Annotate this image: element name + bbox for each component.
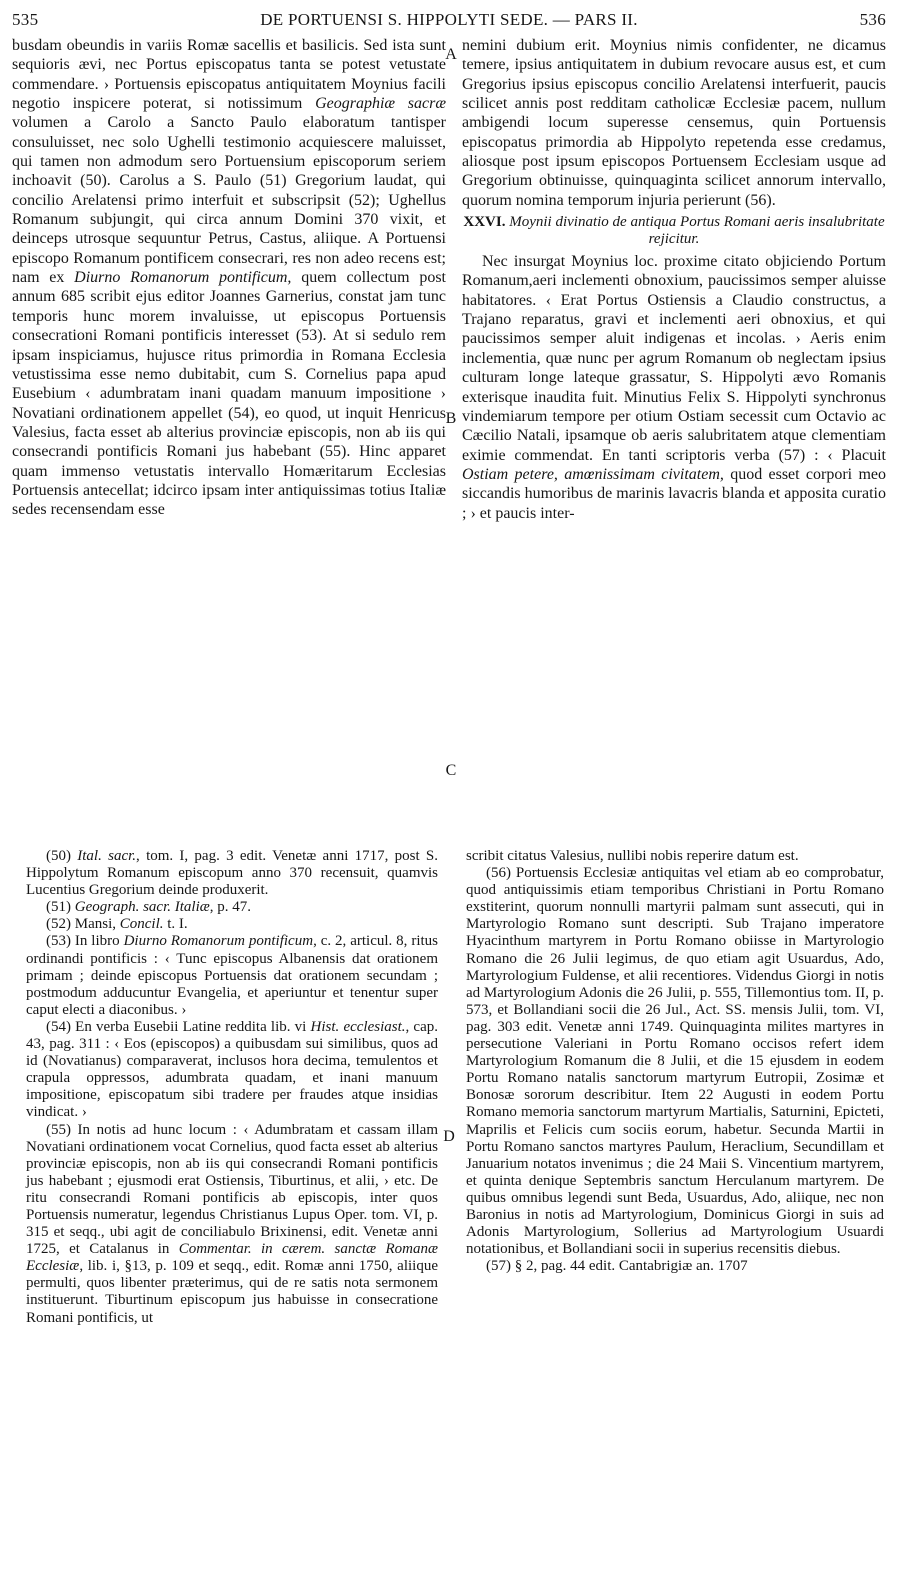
margin-letter-b: B (445, 410, 457, 427)
footnotes-left (26, 848, 438, 1327)
body-italic: Ostiam petere, amœnissimam civitatem, (462, 465, 724, 483)
section-number: XXVI. (463, 214, 506, 231)
footnote-50: (50) Ital. sacr., tom. I, pag. 3 edit. Venetæ anni 1717, post S. Hippolytum Romanum episcopum anno 370 recensuit, quamvis Lucentius Gregorium deinde produxerit. (26, 848, 439, 899)
footnote-52: (52) Mansi, Concil. t. I. (46, 916, 188, 933)
margin-letter-c: C (445, 762, 457, 779)
section-heading (462, 214, 886, 248)
footnote-56: (56) Portuensis Ecclesiæ antiquitas vel etiam ab eo comprobatur, quod antiquissimis etiam temporibus Christiani in Portu Romano exstiterint, quorum nonnulli martyrii palmam sunt assecuti, qui in Martyrologio Romano sunt descripti. Sub Trajano imperatore Hyacinthum martyrem in Portu Romano obiisse in Martyrologio Romano die 26 Julii legimus, de quo etiam agit Usuardus, Ado, Martyrologium Fuldense, et alii recentiores. Videndus Giorgi in notis ad Martyrologium Adonis die 26 Julii, p. 555, Tillemontius tom. II, p. 573, et Bollandiani socii die 26 Jul., Act. SS. mensis Julii, tom. VI, pag. 303 edit. Venetæ anni 1749. Quinquaginta milites martyres in persecutione Valeriani in Portu Romano occisos refert idem Martyrologium Romanum die 8 Julii, et die 15 ejusdem in eodem Portu Romano natalis sanctorum martyrum Eutropii, Zosimæ et Bonosæ sororum describitur. Item 22 Augusti in eodem Portu Romano memoria sanctorum martyrum Martialis, Saturnini, Epicteti, Maprilis et Felicis cum sociis eorum, habetur. Secunda Martii in Portu Romano sanctos martyres Paulum, Heraclium, Secundillam et Januarium notatos invenimus ; die 24 Maii S. Vincentium martyrem, et quinta denique Septembris sanctum Herculanum martyrem. De quibus omnibus legendi sunt Beda, Usuardus, Ado, aliique, nec non Baronius in notis ad Martyrologium, Dominicus Giorgi in suis ad Adonis Martyrologium, Sollerius ad Martyrologium Usuardi notationibus, et Bollandiani socii in superius recensitis diebus. (466, 865, 884, 1258)
margin-letter-d: D (443, 1128, 455, 1145)
footnote-55-continued: scribit citatus Valesius, nullibi nobis reperire datum est. (466, 848, 799, 864)
body-text: Nec insurgat Moynius loc. proxime citato objiciendo Portum Romanum,aeri inclementi obnoxium, paucissimos semper aluisse habitatores. ‹ Erat Portus Ostiensis a Claudio constructus, a Trajano reparatus, gravi et inclementi aeri obnoxius, et qui paucissimos semper aluit indigenas et incolas. › Aeris enim inclementia, quæ nunc per agrum Romanum ob neglectam ipsius culturam longe lateque grassatur, S. Hippolyti ævo Romanis exterisque inaudita fuit. Minutius Felix S. Hippolyti synchronus vindemiarum tempore per otium Ostiam secessit cum Octavio ac Cæcilio Natali, ipsamque ob aeris salubritatem atque clementiam eximie commendat. En tanti scriptoris verba (57) : ‹ Placuit (462, 253, 886, 464)
main-column-right (462, 36, 886, 523)
section-title: Moynii divinatio de antiqua Portus Romani aeris insalubritate rejicitur. (509, 214, 885, 248)
body-text: quod esset corpori meo siccandis humoribus de marinis lavacris blanda et apposita curatio ; › et paucis inter- (462, 465, 886, 522)
page-number-left: 535 (12, 10, 39, 29)
body-text: busdam obeundis in variis Romæ sacellis et basilicis. Sed ista sunt sequioris ævi, nec Portus episcopatus tanta se potest vetustate commendare. › Portuensis episcopatus antiquitatem Moynius facili negotio inspicere poterat, si notissimum (12, 37, 446, 113)
margin-letter-a: A (445, 46, 457, 63)
footnote-53: (53) In libro Diurno Romanorum pontificum, c. 2, articul. 8, ritus ordinandi pontificis : ‹ Tunc episcopus Albanensis dat orationem primam ; deinde episcopus Portuensis dat orationem secundam ; postmodum adducuntur Evangelia, et aperiuntur et tenentur super caput electi a diaconibus. › (26, 933, 439, 1018)
body-italic: Geographiæ sacræ (315, 95, 446, 113)
footnote-54: (54) En verba Eusebii Latine reddita lib. vi Hist. ecclesiast., cap. 43, pag. 311 : ‹ Eos (episcopos) a quibusdam sui similibus, quos ad id (Novatianus) comparaverat, inclusos hora decima, temulentos et crapula oppressos, adumbrata quadam, et inani manuum impositione, episcopatum sibi tradere per fraudes atque insidias vindicat. › (26, 1018, 438, 1121)
running-head (12, 10, 886, 32)
body-italic: Diurno Romanorum pontificum, (74, 269, 292, 287)
main-column-left (12, 36, 446, 520)
body-paragraph (12, 36, 446, 520)
running-title: DE PORTUENSI S. HIPPOLYTI SEDE. — PARS II. (260, 10, 638, 29)
footnotes-right (466, 848, 884, 1275)
body-text: volumen a Carolo a Sancto Paulo elaboratum tantisper consuluisset, nec solo Ughelli testimonio acquiescere maluisset, qui tamen non admodum sero Portuensium episcoporum seriem inchoavit (50). Carolus a S. Paulo (51) Gregorium laudat, qui concilio Arelatensi primo interfuit et subscripsit (52); Ughellus Romanum subjungit, qui circa annum Domini 370 vixit, et deinceps utrosque sequuntur Petrus, Castus, aliique. A Portuensi episcopo Romanum pontificem consecrari, res non adeo recens est; nam ex (12, 114, 446, 287)
page-number-right: 536 (859, 10, 886, 29)
footnote-57: (57) § 2, pag. 44 edit. Cantabrigiæ an. 1707 (486, 1258, 748, 1275)
body-text: quem collectum post annum 685 scribit ejus editor Joannes Garnerius, constat jam tunc temporis hunc morem invaluisse, ut episcopus Portuensis consecrationi Romani pontificis interesset (53). At si sedulo rem ipsam inspiciamus, hujusce ritus primordia in Romana Ecclesia vetustissima esse nemo dubitabit, cum S. Cornelius papa apud Eusebium ‹ adumbratam inani quadam manuum impositione › Novatiani ordinationem appellet (54), eo quod, ut inquit Henricus Valesius, facta esset ab alterius provinciæ episcopis, non ab iis qui consecrandi pontificis Romani jus habebant (55). Hinc apparet quam immenso vetustatis intervallo Homæritarum Ecclesias Portuensis antecellat; idcirco ipsam inter antiquissimas totius Italiæ sedes recensendam esse (12, 269, 446, 519)
footnote-51: (51) Geograph. sacr. Italiæ, p. 47. (46, 899, 251, 916)
body-paragraph: nemini dubium erit. Moynius nimis confidenter, ne dicamus temere, ipsius antiquitatem in dubium revocare ausus est, et cum Gregorius ipsius episcopus concilio Arelatensi interfuerit, paucis scilicet annis post redditam catholicæ Ecclesiæ pacem, nullum ambigendi locum superesse censemus, quin Portuensis episcopatus primordia ab Hippolyto repetenda esse credamus, aliosque post ipsum episcopos Portuensem Ecclesiam usque ad Gregorium obtinuisse, quinquaginta scilicet annorum intervallo, quorum nomina temporum injuria perierunt (56). (462, 37, 886, 209)
footnote-55: (55) In notis ad hunc locum : ‹ Adumbratam et cassam illam Novatiani ordinationem vocat Cornelius, quod facta esset ab alterius provinciæ episcopis, non ab iis qui consecrandi Romani pontificis jus habebant ; ejusmodi erat Ostiensis, Tiburtinus, et alii, › etc. De ritu consecrandi Romani pontificis ab episcopis, inter quos Portuensis numeratur, legendus Christianus Lupus Oper. tom. VI, p. 315 et seqq., ubi agit de conciliabulo Brixinensi, edit. Venetæ anni 1725, et Catalanus in Commentar. in cærem. sanctæ Romanæ Ecclesiæ, lib. i, §13, p. 109 et seqq., edit. Romæ anni 1750, aliique permulti, quos libenter præterimus, qui de re satis nota sermonem instituerunt. Tiburtinum episcopum jus habuisse in consecratione Romani pontificis, ut (26, 1121, 438, 1326)
body-paragraph (462, 252, 886, 523)
